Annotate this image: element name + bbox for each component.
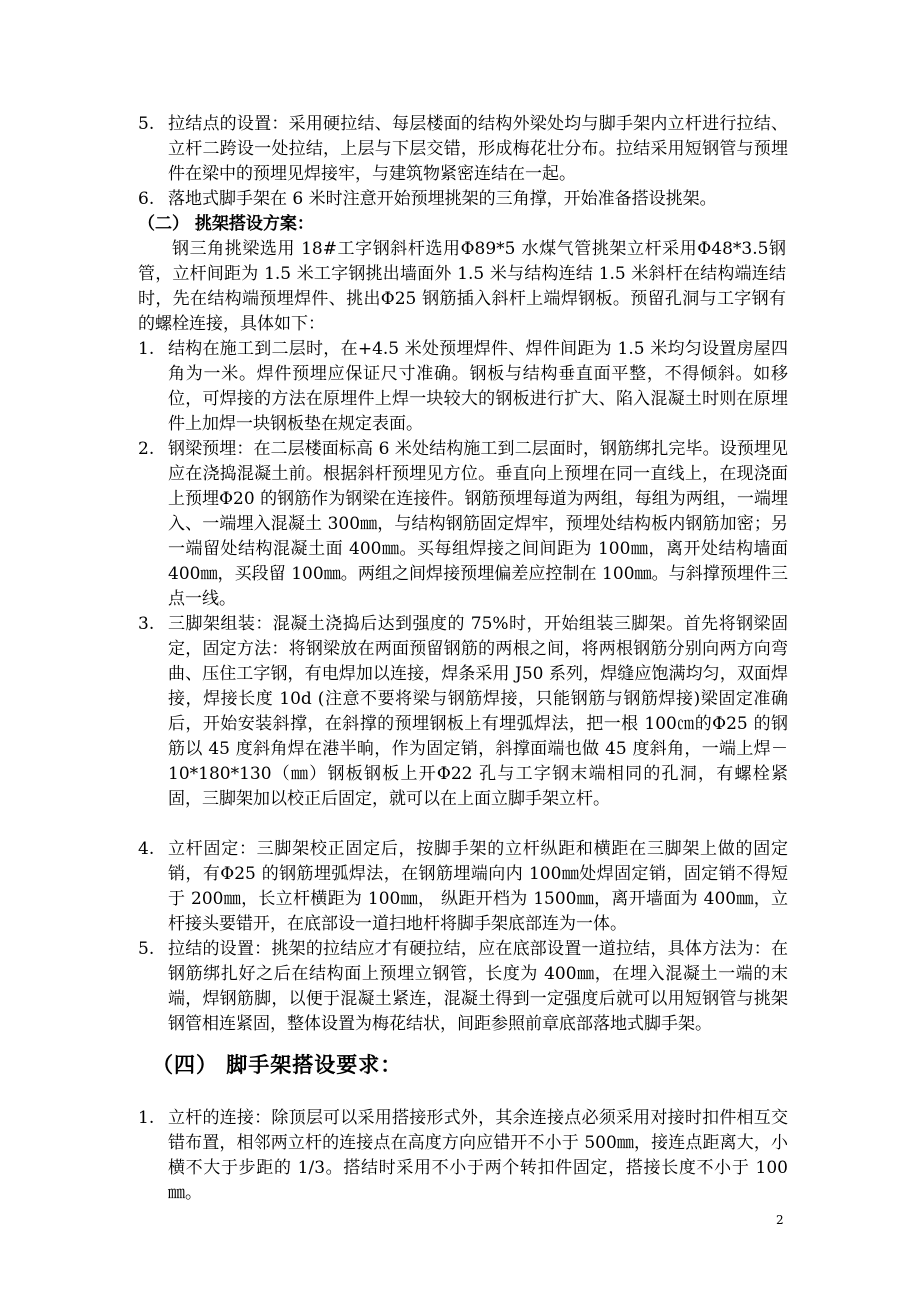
item-number: 1. <box>138 339 155 359</box>
item-number: 1. <box>138 1108 155 1128</box>
step-item <box>138 437 788 612</box>
step-item <box>138 937 788 1037</box>
list-item <box>138 112 788 187</box>
section-heading: （四） 脚手架搭设要求： <box>152 1052 403 1077</box>
item-number: 5. <box>138 939 155 959</box>
item-text: 立杆固定：三脚架校正固定后，按脚手架的立杆纵距和横距在三脚架上做的固定销，有Φ25 的钢筋埋弧焊法，在钢筋埋端向内 100㎜处焊固定销，固定销不得短于 200㎜，长立杆横距为 100㎜， 纵距开档为 1500㎜，离开墙面为 400㎜，立杆接头要错开，在底部设一道扫地杆将脚手架底部连为一体。 <box>168 839 788 934</box>
step-item <box>138 337 788 437</box>
list-item <box>138 1106 788 1206</box>
item-number: 2. <box>138 439 155 459</box>
item-text: 拉结的设置：挑架的拉结应才有硬拉结，应在底部设置一道拉结，具体方法为：在钢筋绑扎好之后在结构面上预埋立钢管，长度为 400㎜，在埋入混凝土一端的末端，焊钢筋脚，以便于混凝土紧连，混凝土得到一定强度后就可以用短钢管与挑架钢管相连紧固，整体设置为梅花结状，间距参照前章底部落地式脚手架。 <box>168 939 788 1034</box>
step-item <box>138 837 788 937</box>
item-text: 三脚架组装：混凝土浇捣后达到强度的 75%时，开始组装三脚架。首先将钢梁固定，固定方法：将钢梁放在两面预留钢筋的两根之间，将两根钢筋分别向两方向弯曲、压住工字钢，有电焊加以连接，焊条采用 J50 系列，焊缝应饱满均匀，双面焊接，焊接长度 10d (注意不要将梁与钢筋焊接，只能钢筋与钢筋焊接)梁固定准确后，开始安装斜撑，在斜撑的预埋钢板上有埋弧焊法，把一根 100㎝的Φ25 的钢筋以 45 度斜角焊在港半晌，作为固定销，斜撑面端也做 45 度斜角，一端上焊－10*180*130（㎜）钢板钢板上开Φ22 孔与工字钢末端相同的孔洞，有螺栓紧固，三脚架加以校正后固定，就可以在上面立脚手架立杆。 <box>168 614 788 809</box>
item-number: 3. <box>138 614 155 634</box>
step-item <box>138 612 788 812</box>
item-text: 结构在施工到二层时，在+4.5 米处预埋焊件、焊件间距为 1.5 米均匀设置房屋四角为一米。焊件预埋应保证尺寸准确。钢板与结构垂直面平整，不得倾斜。如移位，可焊接的方法在原埋件上焊一块较大的钢板进行扩大、陷入混凝土时则在原埋件上加焊一块钢板垫在规定表面。 <box>168 339 788 434</box>
item-number: 5. <box>138 114 155 134</box>
item-text: 立杆的连接：除顶层可以采用搭接形式外，其余连接点必须采用对接时扣件相互交错布置，相邻两立杆的连接点在高度方向应错开不小于 500㎜，接连点距离大，小横不大于步距的 1/3。搭结时采用不小于两个转扣件固定，搭接长度不小于 100㎜。 <box>168 1108 788 1203</box>
item-text: 拉结点的设置：采用硬拉结、每层楼面的结构外梁处均与脚手架内立杆进行拉结、立杆二跨设一处拉结，上层与下层交错，形成梅花壮分布。拉结采用短钢管与预埋件在梁中的预埋见焊接牢，与建筑物紧密连结在一起。 <box>168 114 788 184</box>
item-text: 落地式脚手架在 6 米时注意开始预埋挑架的三角撑，开始准备搭设挑架。 <box>168 189 717 209</box>
item-number: 4. <box>138 839 155 859</box>
section-intro: 钢三角挑梁选用 18#工字钢斜杆选用Φ89*5 水煤气管挑架立杆采用Φ48*3.5钢管，立杆间距为 1.5 米工字钢挑出墙面外 1.5 米与结构连结 1.5 米斜杆在结构端连结时，先在结构端预埋焊件、挑出Φ25 钢筋插入斜杆上端焊钢板。预留孔洞与工字钢有的螺栓连接，具体如下： <box>138 239 786 334</box>
list-item <box>138 187 788 212</box>
page-number: 2 <box>776 1213 784 1227</box>
item-text: 钢梁预埋：在二层楼面标高 6 米处结构施工到二层面时，钢筋绑扎完毕。设预埋见应在浇捣混凝土前。根据斜杆预埋见方位。垂直向上预埋在同一直线上，在现浇面上预埋Φ20 的钢筋作为钢梁在连接件。钢筋预埋每道为两组，每组为两组，一端埋入、一端埋入混凝土 300㎜，与结构钢筋固定焊牢，预埋处结构板内钢筋加密；另一端留处结构混凝土面 400㎜。买每组焊接之间间距为 100㎜，离开处结构墙面 400㎜，买段留 100㎜。两组之间焊接预埋偏差应控制在 100㎜。与斜撑预埋件三点一线。 <box>168 439 788 609</box>
item-number: 6. <box>138 189 155 209</box>
section-heading: （二） 挑架搭设方案： <box>138 214 314 234</box>
